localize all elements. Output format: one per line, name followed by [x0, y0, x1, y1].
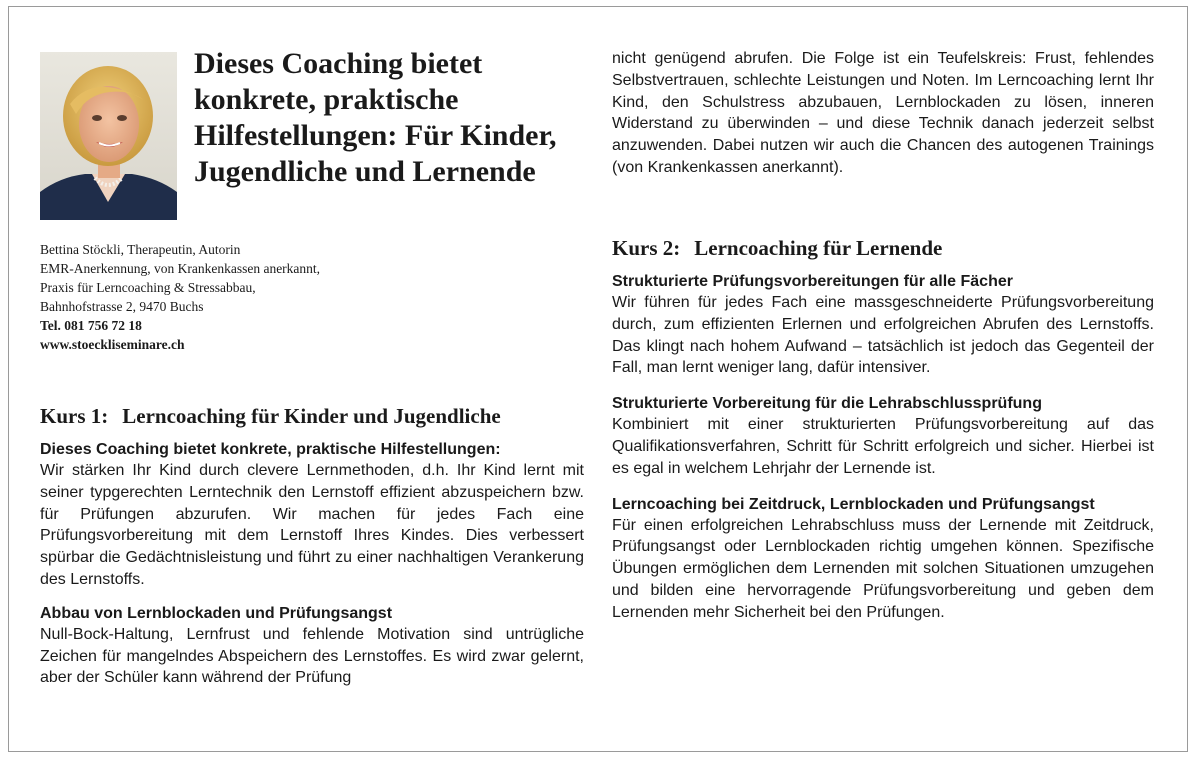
kurs1-number: Kurs 1: [40, 404, 109, 428]
kurs2-text-2: Kombiniert mit einer strukturierten Prüfungsvorbereitung auf das Qualifikationsverfahren, Schritt für Schritt erfolgreich und sicher. Hierbei ist es egal in welchem Lehrjahr der Lernende ist. [612, 416, 1154, 477]
kurs1-subheading-2: Abbau von Lernblockaden und Prüfungsangst [40, 604, 393, 622]
kurs1-subheading-1: Dieses Coaching bietet konkrete, praktische Hilfestellungen: [40, 441, 501, 458]
kurs1-text-1: Wir stärken Ihr Kind durch clevere Lernmethoden, d.h. Ihr Kind lernt mit seiner typgerechten Lerntechnik den Lernstoff effizient abzuspeichern bzw. für Prüfungen abzurufen. Wir machen für jedes Fach eine Prüfungsvorbereitung mit dem Lernstoff Ihres Kindes. Dies verbessert spürbar die Gedächtnisleistung und führt zu einer nachhaltigen Verankerung des Lernstoffs. [40, 462, 584, 588]
contact-phone: Tel. 081 756 72 18 [40, 318, 142, 333]
kurs2-text-1: Wir führen für jedes Fach eine massgeschneiderte Prüfungsvorbereitung durch, zum effizienten Erlernen und erfolgreichen Abrufen des Lernstoffs. Das klingt nach hohem Aufwand – tatsächlich ist jedoch das Gegenteil der Fall, man lernt weniger lang, dafür intensiver. [612, 294, 1154, 377]
kurs1-text-2: Null-Bock-Haltung, Lernfrust und fehlende Motivation sind untrügliche Zeichen für mangelndes Abspeichern des Lernstoffes. Es wird zwar gelernt, aber der Schüler kann während der Prüfung [40, 625, 584, 687]
kurs2-number: Kurs 2: [612, 236, 681, 260]
kurs2-subheading-3: Lerncoaching bei Zeitdruck, Lernblockaden und Prüfungsangst [612, 495, 1095, 513]
contact-address: Bahnhofstrasse 2, 9470 Buchs [40, 299, 204, 314]
contact-practice: Praxis für Lerncoaching & Stressabbau, [40, 280, 256, 295]
portrait-photo [40, 52, 177, 220]
contact-website: www.stoeckliseminare.ch [40, 337, 185, 352]
kurs1-title: Lerncoaching für Kinder und Jugendliche [122, 404, 501, 428]
headline: Dieses Coaching bietet konkrete, praktische Hilfestellungen: Für Kinder, Jugendliche und Lernende [194, 47, 557, 188]
contact-name: Bettina Stöckli, Therapeutin, Autorin [40, 242, 241, 257]
kurs1-text-continued [612, 48, 1154, 179]
kurs1-heading [40, 403, 584, 429]
kurs1-text-2-continued: nicht genügend abrufen. Die Folge ist ein Teufelskreis: Frust, fehlendes Selbstvertrauen, schlechte Leistungen und Noten. Im Lerncoaching lernt Ihr Kind, den Schulstress abzubauen, Lernblockaden zu lösen, inneren Widerstand zu überwinden – und diese Technik danach jederzeit selbst anzuwenden. Dabei nutzen wir auch die Chancen des autogenen Trainings (von Krankenkassen anerkannt). [612, 50, 1154, 176]
contact-recognition: EMR-Anerkennung, von Krankenkassen anerkannt, [40, 261, 321, 276]
kurs1-section [40, 403, 584, 689]
contact-block [40, 240, 580, 354]
kurs2-section [612, 235, 1154, 638]
kurs2-heading [612, 235, 1154, 261]
kurs2-text-3: Für einen erfolgreichen Lehrabschluss muss der Lernende mit Zeitdruck, Prüfungsangst oder Lernblockaden richtig umgehen können. Spezifische Übungen ermöglichen dem Lernenden mit solchen Situationen umzugehen und bilden eine hervorragende Prüfungsvorbereitung und geben dem Lernenden mehr Sicherheit bei den Prüfungen. [612, 516, 1154, 621]
kurs2-subheading-1: Strukturierte Prüfungsvorbereitungen für alle Fächer [612, 273, 1013, 290]
kurs2-title: Lerncoaching für Lernende [694, 236, 943, 260]
kurs2-subheading-2: Strukturierte Vorbereitung für die Lehrabschlussprüfung [612, 395, 1042, 413]
